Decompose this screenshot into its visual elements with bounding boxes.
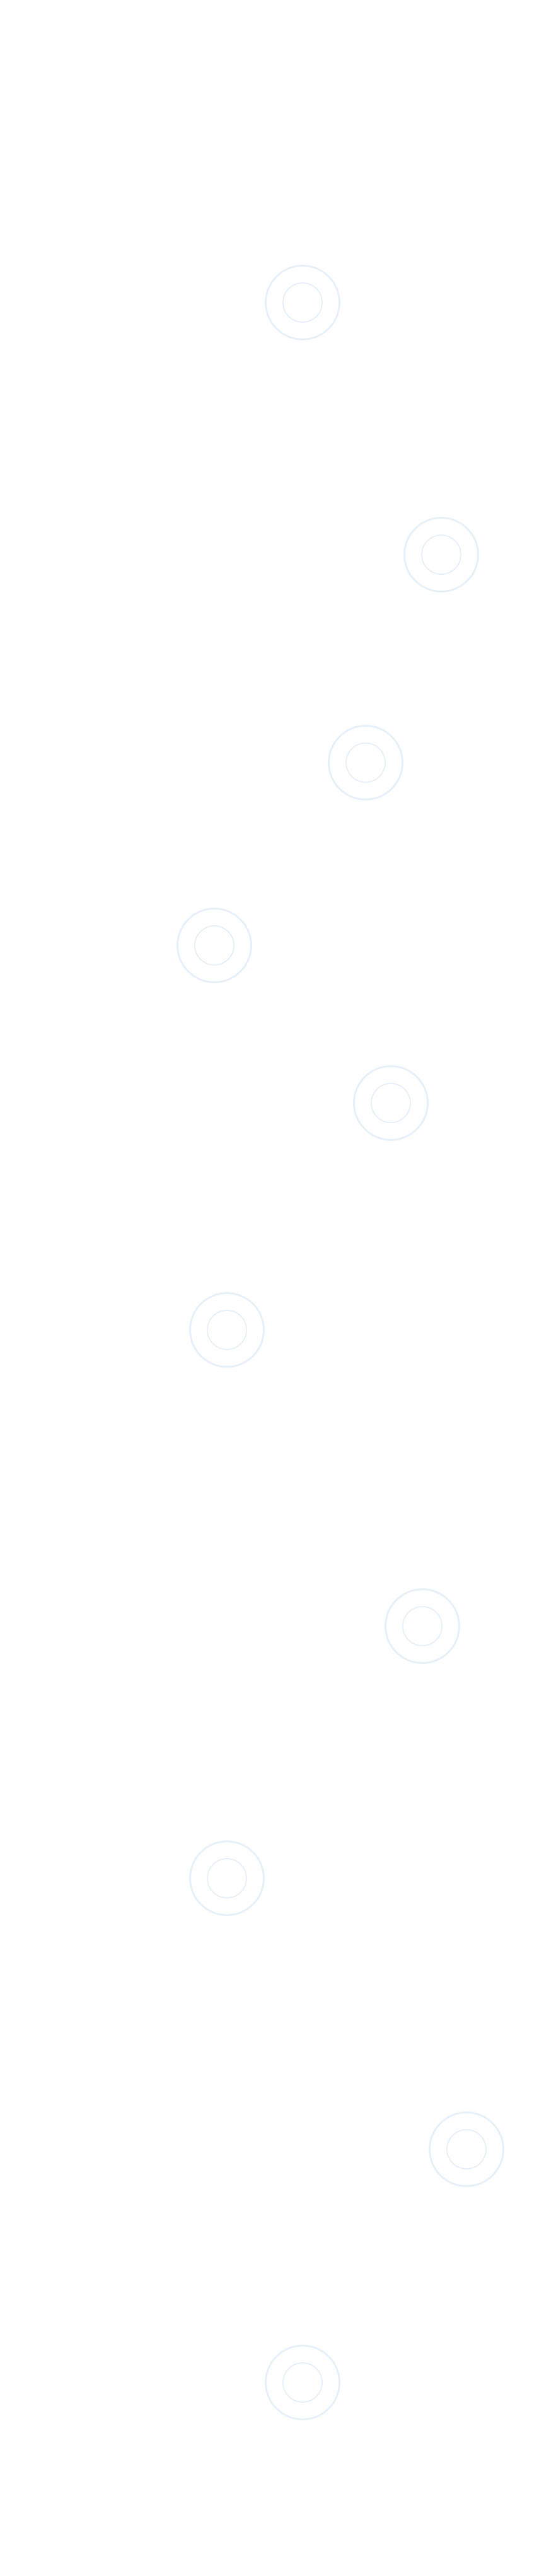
answer-option [9, 1117, 547, 1129]
answer-option [9, 1520, 547, 1533]
answer-option [9, 632, 547, 644]
answer-option [9, 1472, 547, 1485]
answer-explanation [9, 170, 547, 195]
question-block [9, 387, 547, 551]
answer-explanation [9, 881, 547, 906]
correct-answer [9, 1035, 547, 1048]
answer-option [9, 1852, 547, 1864]
answer-option [9, 228, 547, 241]
answer-option [9, 50, 547, 63]
answer-option [9, 406, 547, 419]
answer-explanation [9, 1948, 547, 1973]
answer-option [9, 1900, 547, 1912]
correct-answer [9, 1568, 547, 1581]
answer-option [9, 761, 547, 774]
answer-option [9, 1544, 547, 1557]
answer-option [9, 1343, 547, 1355]
question-text [9, 32, 547, 44]
question-block [9, 209, 547, 373]
answer-option [9, 1011, 547, 1024]
correct-answer [9, 1746, 547, 1759]
answer-option [9, 276, 547, 289]
answer-option [9, 809, 547, 822]
answer-option [9, 963, 547, 976]
answer-option [9, 1876, 547, 1888]
correct-answer [9, 324, 547, 337]
answer-option [9, 833, 547, 846]
answer-option [9, 1165, 547, 1177]
answer-explanation [9, 526, 547, 551]
answer-option [9, 584, 547, 596]
question-text [9, 1809, 547, 1822]
answer-option [9, 98, 547, 111]
correct-answer [9, 857, 547, 870]
question-block [9, 565, 547, 729]
answer-explanation [9, 1592, 547, 1617]
answer-option [9, 939, 547, 952]
answer-explanation [9, 348, 547, 373]
answer-option [9, 1141, 547, 1153]
question-text [9, 565, 547, 577]
question-block [9, 32, 547, 195]
answer-option [9, 1366, 547, 1379]
question-block [9, 1809, 547, 1973]
answer-option [9, 1319, 547, 1331]
question-text [9, 742, 547, 755]
answer-option [9, 74, 547, 87]
question-text [9, 1098, 547, 1111]
answer-option [9, 1674, 547, 1687]
answer-explanation [9, 703, 547, 729]
answer-option [9, 1650, 547, 1663]
answer-option [9, 1496, 547, 1509]
question-block [9, 1098, 547, 1262]
answer-option [9, 300, 547, 313]
correct-answer [9, 146, 547, 159]
question-block [9, 742, 547, 906]
correct-answer [9, 1924, 547, 1936]
answer-explanation [9, 1059, 547, 1084]
correct-answer [9, 679, 547, 692]
answer-option [9, 656, 547, 668]
answer-option [9, 454, 547, 466]
answer-option [9, 1189, 547, 1201]
answer-option [9, 252, 547, 265]
answer-option [9, 122, 547, 135]
correct-answer [9, 1213, 547, 1225]
answer-option [9, 1722, 547, 1735]
question-text [9, 920, 547, 933]
question-text [9, 387, 547, 400]
page-title [9, 9, 547, 21]
question-block [9, 1276, 547, 1440]
answer-option [9, 1698, 547, 1711]
answer-option [9, 430, 547, 442]
answer-option [9, 608, 547, 620]
question-text [9, 1453, 547, 1466]
question-list [9, 32, 547, 1973]
correct-answer [9, 502, 547, 514]
question-block [9, 1453, 547, 1617]
answer-option [9, 987, 547, 1000]
question-text [9, 209, 547, 222]
correct-answer [9, 1390, 547, 1403]
question-block [9, 1631, 547, 1795]
answer-option [9, 478, 547, 490]
question-text [9, 1276, 547, 1288]
answer-explanation [9, 1414, 547, 1440]
answer-explanation [9, 1770, 547, 1795]
question-text [9, 1631, 547, 1644]
answer-option [9, 785, 547, 798]
answer-option [9, 1828, 547, 1840]
question-block [9, 920, 547, 1084]
answer-option [9, 1295, 547, 1307]
answer-explanation [9, 1237, 547, 1262]
